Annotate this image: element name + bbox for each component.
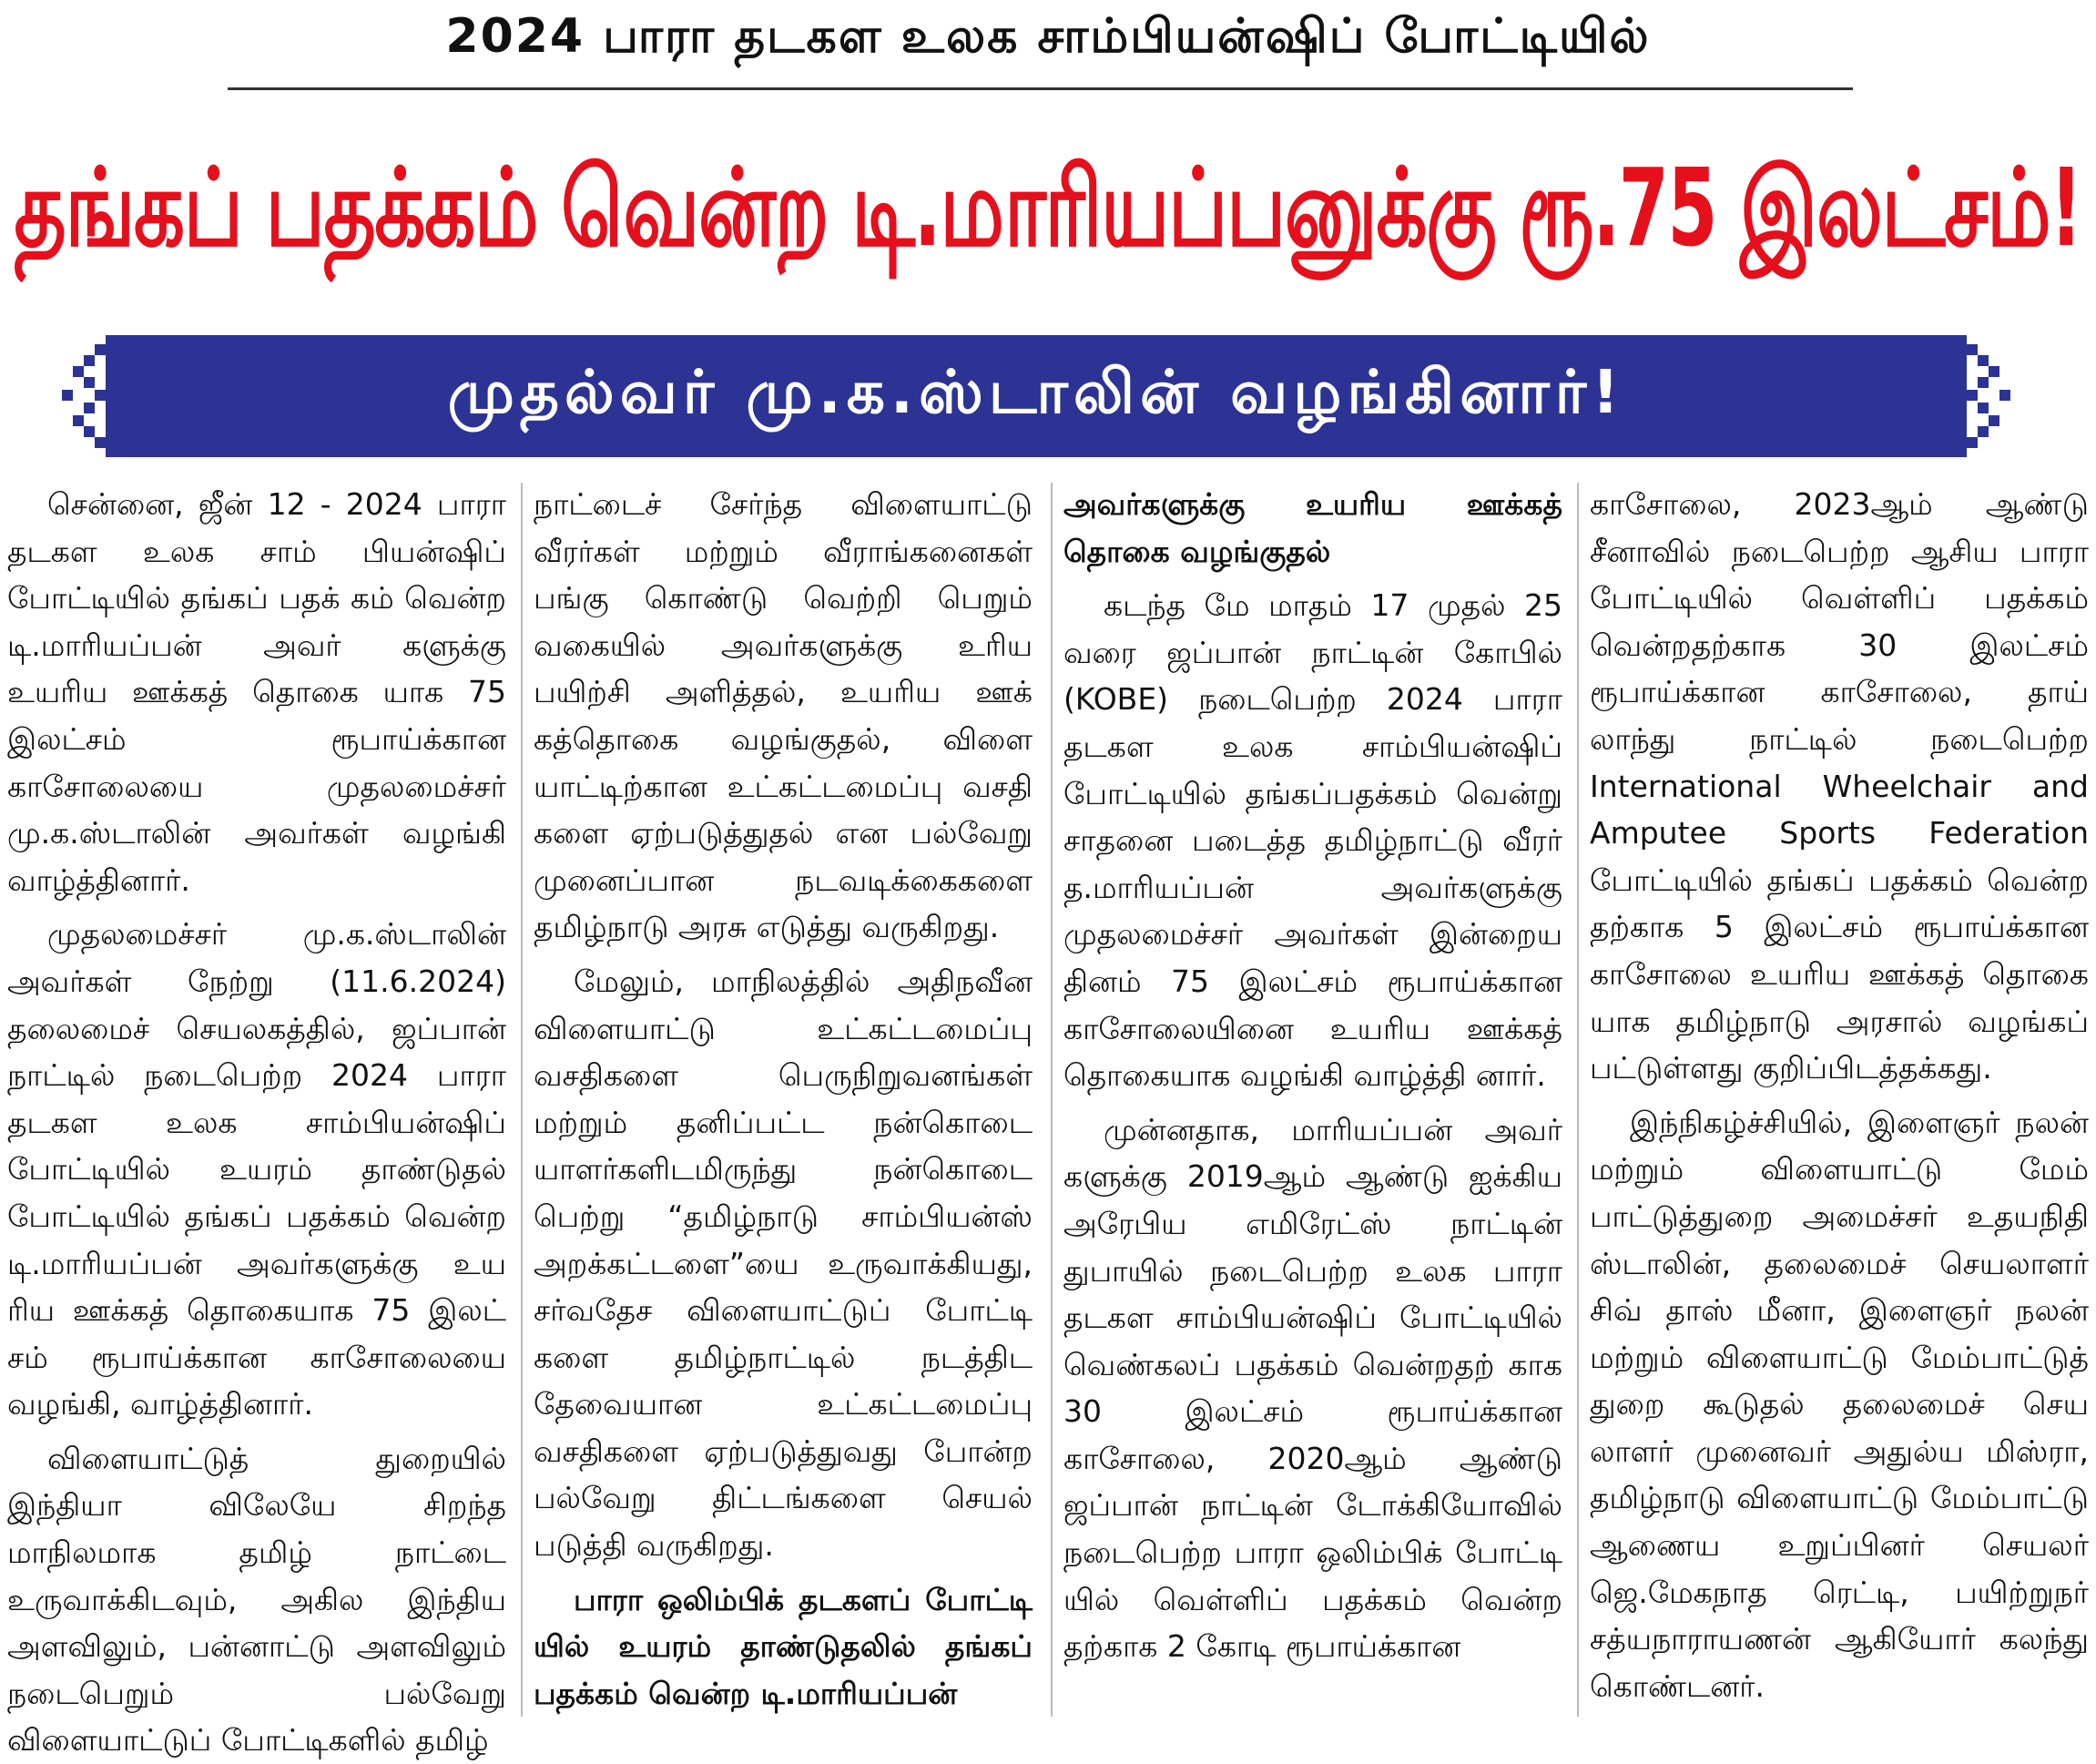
banner-text: முதல்வர் மு.க.ஸ்டாலின் வழங்கினார்! xyxy=(447,357,1625,427)
article-paragraph: மேலும், மாநிலத்தில் அதிநவீன விளையாட்டு உட்கட்டமைப்பு வசதிகளை பெருநிறுவனங்கள் மற்றும் தனிப்பட்ட நன்கொடை யாளர்களிடமிருந்து நன்கொடை பெற்று “தமிழ்நாடு சாம்பியன்ஸ் அறக்கட்டளை”யை உருவாக்கியது, சர்வதேச விளையாட்டுப் போட்டி களை தமிழ்நாட்டில் நடத்திட தேவையான உட்கட்டமைப்பு வசதிகளை ஏற்படுத்துவது போன்ற பல்வேறு திட்டங்களை செயல் படுத்தி வருகிறது. xyxy=(534,963,1033,1564)
subhead-banner xyxy=(58,335,2014,457)
article-column-4 xyxy=(1590,481,2089,1719)
article-paragraph: சென்னை, ஜீன் 12 - 2024 பாரா தடகள உலக சாம் பியன்ஷிப் போட்டியில் தங்கப் பதக் கம் வென்ற டி.மாரியப்பன் அவர் களுக்கு உயரிய ஊக்கத் தொகை யாக 75 இலட்சம் ரூபாய்க்கான காசோலையை முதலமைச்சர் மு.க.ஸ்டாலின் அவர்கள் வழங்கி வாழ்த்தினார். xyxy=(7,486,506,898)
article-column-1 xyxy=(7,481,506,1759)
main-headline: தங்கப் பதக்கம் வென்ற டி.மாரியப்பனுக்கு ரூ.75 இலட்சம்! xyxy=(14,145,2082,270)
article-paragraph: முன்னதாக, மாரியப்பன் அவர் களுக்கு 2019ஆம் ஆண்டு ஐக்கிய அரேபிய எமிரேட்ஸ் நாட்டின் துபாயில் நடைபெற்ற உலக பாரா தடகள சாம்பியன்ஷிப் போட்டியில் வெண்கலப் பதக்கம் வென்றதற் காக 30 இலட்சம் ரூபாய்க்கான காசோலை, 2020ஆம் ஆண்டு ஜப்பான் நாட்டின் டோக்கியோவில் நடைபெற்ற பாரா ஒலிம்பிக் போட்டி யில் வெள்ளிப் பதக்கம் வென்ற தற்காக 2 கோடி ரூபாய்க்கான xyxy=(1063,1111,1562,1665)
article-column-3 xyxy=(1063,481,1562,1719)
article-paragraph: கடந்த மே மாதம் 17 முதல் 25 வரை ஜப்பான் நாட்டின் கோபில் (KOBE) நடைபெற்ற 2024 பாரா தடகள உலக சாம்பியன்ஷிப் போட்டியில் தங்கப்பதக்கம் வென்று சாதனை படைத்த தமிழ்நாட்டு வீரர் த.மாரியப்பன் அவர்களுக்கு முதலமைச்சர் அவர்கள் இன்றைய தினம் 75 இலட்சம் ரூபாய்க்கான காசோலையினை உயரிய ஊக்கத் தொகையாக வழங்கி வாழ்த்தி னார். xyxy=(1063,587,1562,1094)
headline-kicker: 2024 பாரா தடகள உலக சாம்பியன்ஷிப் போட்டியில் xyxy=(445,9,1651,64)
article-subheading: பாரா ஒலிம்பிக் தடகளப் போட்டி யில் உயரம் தாண்டுதலில் தங்கப் பதக்கம் வென்ற டி.மாரியப்பன் xyxy=(534,1581,1033,1711)
article-body xyxy=(0,481,2096,1759)
article-paragraph: காசோலை, 2023ஆம் ஆண்டு சீனாவில் நடைபெற்ற ஆசிய பாரா போட்டியில் வெள்ளிப் பதக்கம் வென்றதற்காக 30 இலட்சம் ரூபாய்க்கான காசோலை, தாய் லாந்து நாட்டில் நடைபெற்ற International Wheelchair and Amputee Sports Federation போட்டியில் தங்கப் பதக்கம் வென்ற தற்காக 5 இலட்சம் ரூபாய்க்கான காசோலை உயரிய ஊக்கத் தொகை யாக தமிழ்நாடு அரசால் வழங்கப் பட்டுள்ளது குறிப்பிடத்தக்கது. xyxy=(1590,486,2089,1086)
article-column-2 xyxy=(534,481,1033,1719)
banner-left-ornament xyxy=(58,335,106,457)
article-subheading: அவர்களுக்கு உயரிய ஊக்கத் தொகை வழங்குதல் xyxy=(1063,486,1562,569)
article-paragraph: முதலமைச்சர் மு.க.ஸ்டாலின் அவர்கள் நேற்று (11.6.2024) தலைமைச் செயலகத்தில், ஜப்பான் நாட்டில் நடைபெற்ற 2024 பாரா தடகள உலக சாம்பியன்ஷிப் போட்டியில் உயரம் தாண்டுதல் போட்டியில் தங்கப் பதக்கம் வென்ற டி.மாரியப்பன் அவர்களுக்கு உய ரிய ஊக்கத் தொகையாக 75 இலட் சம் ரூபாய்க்கான காசோலையை வழங்கி, வாழ்த்தினார். xyxy=(7,916,506,1422)
banner-right-ornament xyxy=(1967,335,2014,457)
article-paragraph: விளையாட்டுத் துறையில் இந்தியா விலேயே சிறந்த மாநிலமாக தமிழ் நாட்டை உருவாக்கிடவும், அகில இந்திய அளவிலும், பன்னாட்டு அளவிலும் நடைபெறும் பல்வேறு விளையாட்டுப் போட்டிகளில் தமிழ் xyxy=(7,1440,506,1759)
kicker-divider xyxy=(228,87,1853,90)
main-headline-wrap xyxy=(0,117,2096,299)
article-paragraph: நாட்டைச் சேர்ந்த விளையாட்டு வீரர்கள் மற்றும் வீராங்கனைகள் பங்கு கொண்டு வெற்றி பெறும் வகையில் அவர்களுக்கு உரிய பயிற்சி அளித்தல், உயரிய ஊக் கத்தொகை வழங்குதல், விளை யாட்டிற்கான உட்கட்டமைப்பு வசதி களை ஏற்படுத்துதல் என பல்வேறு முனைப்பான நடவடிக்கைகளை தமிழ்நாடு அரசு எடுத்து வருகிறது. xyxy=(534,486,1033,945)
article-paragraph: இந்நிகழ்ச்சியில், இளைஞர் நலன் மற்றும் விளையாட்டு மேம் பாட்டுத்துறை அமைச்சர் உதயநிதி ஸ்டாலின், தலைமைச் செயலாளர் சிவ் தாஸ் மீனா, இளைஞர் நலன் மற்றும் விளையாட்டு மேம்பாட்டுத் துறை கூடுதல் தலைமைச் செய லாளர் முனைவர் அதுல்ய மிஸ்ரா, தமிழ்நாடு விளையாட்டு மேம்பாட்டு ஆணைய உறுப்பினர் செயலர் ஜெ.மேகநாத ரெட்டி, பயிற்றுநர் சத்யநாராயணன் ஆகியோர் கலந்து கொண்டனர். xyxy=(1590,1104,2089,1704)
